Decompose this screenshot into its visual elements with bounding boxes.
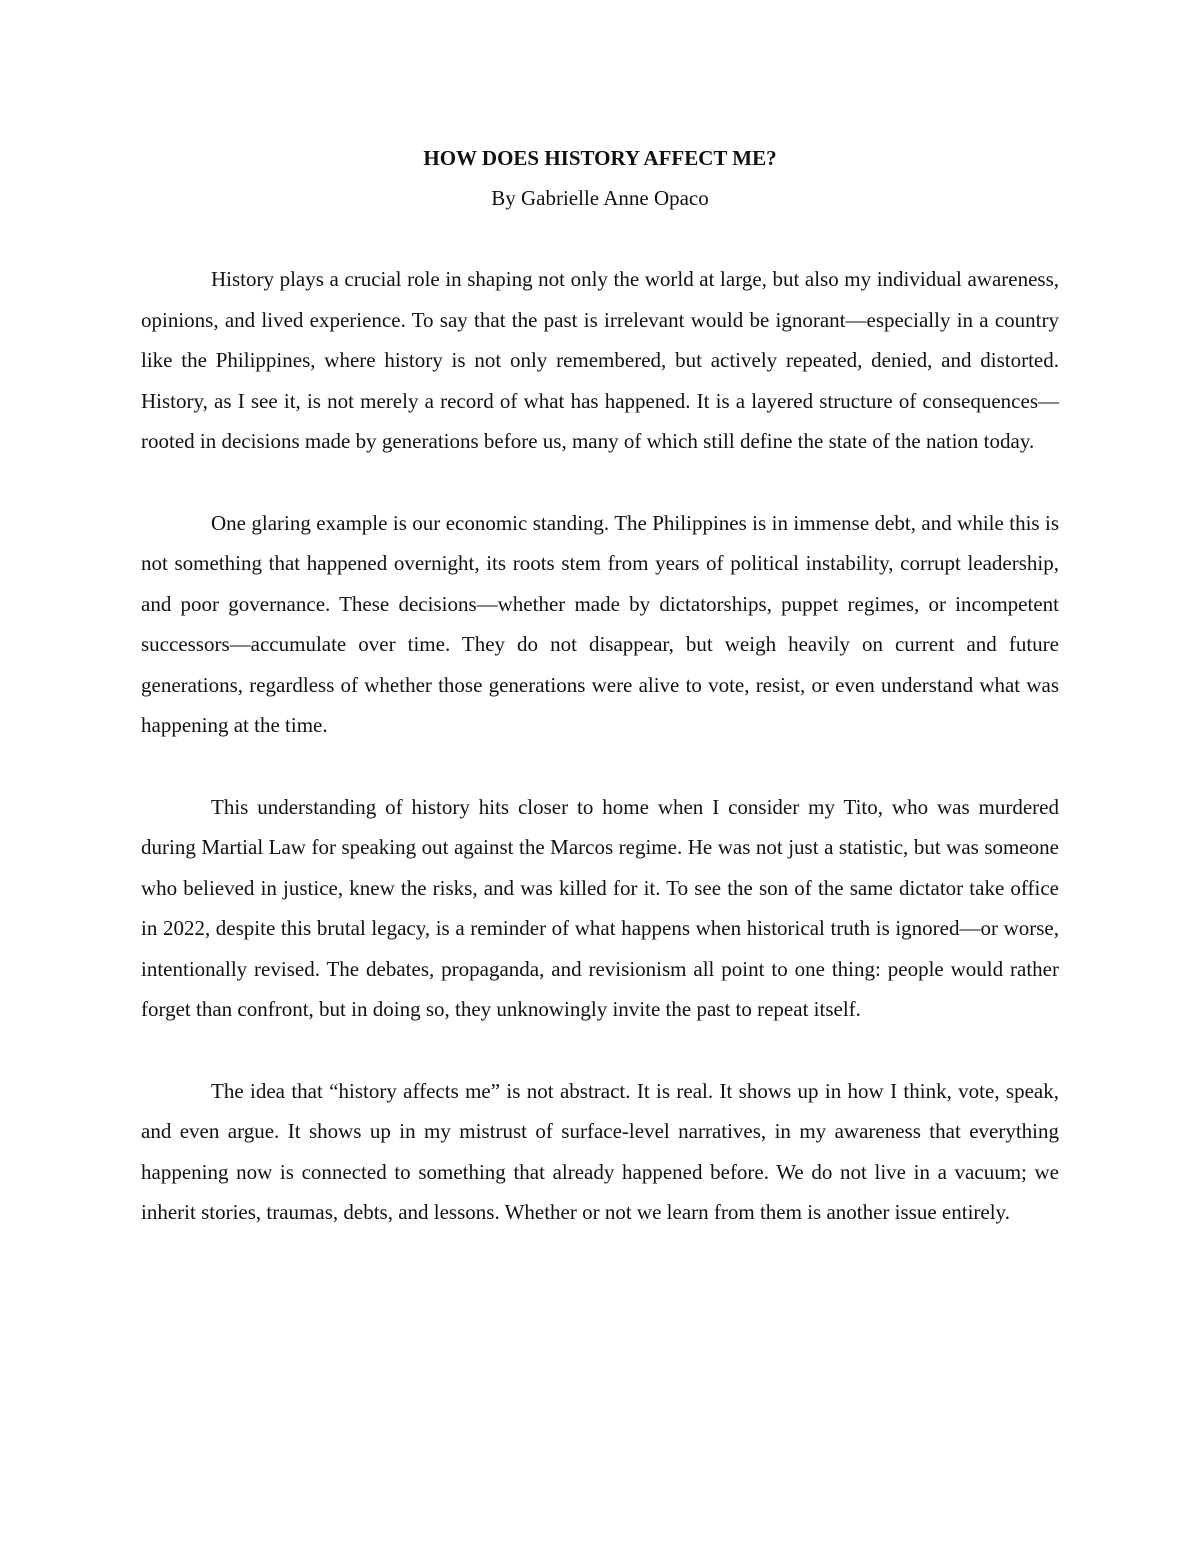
document-title: HOW DOES HISTORY AFFECT ME? (423, 146, 777, 170)
author-byline: By Gabrielle Anne Opaco (491, 186, 709, 210)
document-body (141, 259, 1059, 1274)
paragraph: One glaring example is our economic standing. The Philippines is in immense debt, and while this is not something that happened overnight, its roots stem from years of political instability, corrupt leadership, and poor governance. These decisions—whether made by dictatorships, puppet regimes, or incompetent successors—accumulate over time. They do not disappear, but weigh heavily on current and future generations, regardless of whether those generations were alive to vote, resist, or even understand what was happening at the time. (141, 510, 1059, 737)
paragraph: History plays a crucial role in shaping not only the world at large, but also my individual awareness, opinions, and lived experience. To say that the past is irrelevant would be ignorant—especially in a country like the Philippines, where history is not only remembered, but actively repeated, denied, and distorted. History, as I see it, is not merely a record of what has happened. It is a layered structure of consequences—rooted in decisions made by generations before us, many of which still define the state of the nation today. (141, 267, 1059, 453)
paragraph: This understanding of history hits closer to home when I consider my Tito, who was murdered during Martial Law for speaking out against the Marcos regime. He was not just a statistic, but was someone who believed in justice, knew the risks, and was killed for it. To see the son of the same dictator take office in 2022, despite this brutal legacy, is a reminder of what happens when historical truth is ignored—or worse, intentionally revised. The debates, propaganda, and revisionism all point to one thing: people would rather forget than confront, but in doing so, they unknowingly invite the past to repeat itself. (141, 794, 1059, 1021)
paragraph: The idea that “history affects me” is not abstract. It is real. It shows up in how I think, vote, speak, and even argue. It shows up in my mistrust of surface-level narratives, in my awareness that everything happening now is connected to something that already happened before. We do not live in a vacuum; we inherit stories, traumas, debts, and lessons. Whether or not we learn from them is another issue entirely. (141, 1078, 1059, 1224)
